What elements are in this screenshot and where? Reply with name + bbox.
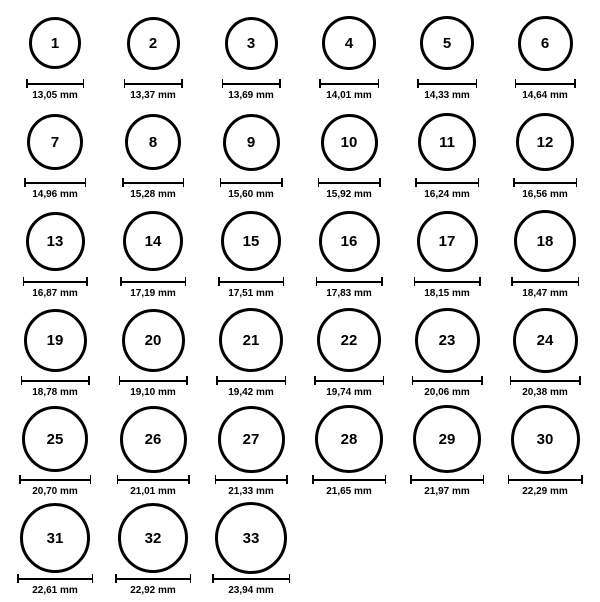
measure-tick-right: [181, 79, 183, 88]
measure-line: [115, 578, 191, 580]
measure-line: [316, 281, 383, 283]
ring-outline-wrapper: [225, 8, 278, 78]
ring-outline-wrapper: [223, 107, 280, 177]
ring-size-number: 6: [540, 34, 550, 52]
ring-size-number: 15: [242, 232, 260, 250]
ring-size-number: 2: [148, 34, 158, 52]
ring-outline-wrapper: [22, 404, 88, 474]
ring-size-number: 26: [144, 430, 162, 448]
ring-diameter-label: 17,83 mm: [326, 288, 372, 299]
ring-size-cell: [6, 8, 104, 107]
measure-tick-left: [117, 475, 119, 484]
ring-outline-wrapper: [518, 8, 573, 78]
ring-size-number: 9: [246, 133, 256, 151]
measure-line: [417, 83, 477, 85]
ring-size-cell: [104, 206, 202, 305]
ring-circle-icon: [221, 211, 281, 271]
diameter-measure-bar: [215, 475, 288, 484]
ring-outline-wrapper: [24, 305, 87, 375]
ring-size-cell: [202, 404, 300, 503]
ring-circle-icon: [219, 308, 283, 372]
ring-circle-icon: [319, 211, 380, 272]
ring-circle-icon: [514, 210, 576, 272]
ring-size-number: 27: [242, 430, 260, 448]
ring-size-cell: [300, 305, 398, 404]
measure-line: [412, 380, 483, 382]
measure-tick-left: [410, 475, 412, 484]
ring-size-cell: [300, 107, 398, 206]
ring-size-cell: [6, 404, 104, 503]
diameter-measure-bar: [312, 475, 386, 484]
ring-size-number: 3: [246, 34, 256, 52]
ring-size-number: 20: [144, 331, 162, 349]
ring-diameter-label: 13,05 mm: [32, 90, 78, 101]
measure-line: [124, 83, 183, 85]
ring-circle-icon: [218, 406, 285, 473]
ring-size-cell: [202, 503, 300, 602]
ring-circle-icon: [513, 308, 578, 373]
ring-outline-wrapper: [418, 107, 476, 177]
measure-tick-left: [222, 79, 224, 88]
ring-size-number: 25: [46, 430, 64, 448]
measure-tick-left: [212, 574, 214, 583]
ring-outline-wrapper: [20, 503, 90, 573]
measure-line: [24, 182, 86, 184]
measure-tick-left: [319, 79, 321, 88]
diameter-measure-bar: [511, 277, 579, 286]
ring-size-number: 24: [536, 331, 554, 349]
ring-size-cell: [496, 404, 594, 503]
measure-line: [218, 281, 284, 283]
ring-size-number: 28: [340, 430, 358, 448]
ring-outline-wrapper: [29, 8, 81, 78]
ring-outline-wrapper: [122, 305, 185, 375]
measure-line: [410, 479, 484, 481]
ring-circle-icon: [415, 308, 480, 373]
ring-circle-icon: [322, 16, 376, 70]
ring-circle-icon: [321, 114, 378, 171]
measure-line: [216, 380, 286, 382]
ring-size-cell: [202, 206, 300, 305]
ring-size-cell: [496, 305, 594, 404]
ring-outline-wrapper: [511, 404, 580, 474]
ring-diameter-label: 21,33 mm: [228, 486, 274, 497]
ring-circle-icon: [516, 113, 574, 171]
ring-diameter-label: 21,97 mm: [424, 486, 470, 497]
measure-line: [117, 479, 190, 481]
ring-circle-icon: [118, 503, 188, 573]
ring-outline-wrapper: [417, 206, 478, 276]
measure-tick-left: [21, 376, 23, 385]
ring-diameter-label: 17,51 mm: [228, 288, 274, 299]
ring-size-cell: [300, 404, 398, 503]
measure-tick-left: [26, 79, 28, 88]
ring-circle-icon: [315, 405, 383, 473]
ring-circle-icon: [24, 309, 87, 372]
ring-size-number: 12: [536, 133, 554, 151]
measure-line: [119, 380, 188, 382]
measure-line: [17, 578, 93, 580]
ring-diameter-label: 21,01 mm: [130, 486, 176, 497]
ring-size-number: 8: [148, 133, 158, 151]
ring-size-number: 21: [242, 331, 260, 349]
measure-line: [415, 182, 479, 184]
measure-tick-left: [314, 376, 316, 385]
ring-size-number: 23: [438, 331, 456, 349]
ring-outline-wrapper: [514, 206, 576, 276]
measure-tick-right: [281, 178, 283, 187]
ring-size-number: 19: [46, 331, 64, 349]
ring-outline-wrapper: [513, 305, 578, 375]
ring-diameter-label: 18,15 mm: [424, 288, 470, 299]
measure-tick-left: [412, 376, 414, 385]
measure-tick-right: [279, 79, 281, 88]
measure-line: [222, 83, 281, 85]
ring-diameter-label: 21,65 mm: [326, 486, 372, 497]
diameter-measure-bar: [23, 277, 88, 286]
ring-size-cell: [104, 503, 202, 602]
measure-tick-right: [92, 574, 94, 583]
measure-line: [220, 182, 283, 184]
ring-diameter-label: 15,92 mm: [326, 189, 372, 200]
ring-size-number: 1: [50, 34, 60, 52]
measure-tick-left: [119, 376, 121, 385]
ring-diameter-label: 16,24 mm: [424, 189, 470, 200]
ring-diameter-label: 16,56 mm: [522, 189, 568, 200]
ring-diameter-label: 15,60 mm: [228, 189, 274, 200]
ring-size-cell: [300, 8, 398, 107]
ring-size-number: 14: [144, 232, 162, 250]
diameter-measure-bar: [222, 79, 281, 88]
measure-tick-right: [578, 277, 580, 286]
ring-circle-icon: [511, 405, 580, 474]
ring-size-number: 11: [439, 133, 455, 151]
ring-size-cell: [6, 503, 104, 602]
diameter-measure-bar: [314, 376, 384, 385]
diameter-measure-bar: [417, 79, 477, 88]
diameter-measure-bar: [19, 475, 91, 484]
ring-outline-wrapper: [123, 206, 183, 276]
measure-line: [21, 380, 90, 382]
ring-outline-wrapper: [319, 206, 380, 276]
ring-size-cell: [202, 305, 300, 404]
ring-circle-icon: [420, 16, 474, 70]
ring-circle-icon: [125, 114, 181, 170]
ring-size-number: 10: [340, 133, 358, 151]
ring-outline-wrapper: [118, 503, 188, 573]
measure-tick-left: [417, 79, 419, 88]
diameter-measure-bar: [415, 178, 479, 187]
measure-tick-right: [581, 475, 583, 484]
measure-tick-right: [483, 475, 485, 484]
ring-size-number: 30: [536, 430, 554, 448]
ring-size-number: 29: [438, 430, 456, 448]
measure-tick-right: [90, 475, 92, 484]
diameter-measure-bar: [119, 376, 188, 385]
measure-tick-right: [481, 376, 483, 385]
ring-size-number: 33: [242, 529, 260, 547]
diameter-measure-bar: [319, 79, 379, 88]
ring-size-number: 17: [438, 232, 456, 250]
ring-size-cell: [398, 8, 496, 107]
ring-circle-icon: [317, 308, 381, 372]
ring-outline-wrapper: [27, 107, 83, 177]
diameter-measure-bar: [412, 376, 483, 385]
measure-tick-right: [183, 178, 185, 187]
diameter-measure-bar: [218, 277, 284, 286]
measure-tick-right: [579, 376, 581, 385]
ring-circle-icon: [20, 503, 90, 573]
ring-diameter-label: 19,42 mm: [228, 387, 274, 398]
ring-size-cell: [398, 206, 496, 305]
measure-tick-right: [478, 178, 480, 187]
ring-circle-icon: [518, 16, 573, 71]
measure-tick-left: [120, 277, 122, 286]
diameter-measure-bar: [122, 178, 184, 187]
diameter-measure-bar: [410, 475, 484, 484]
ring-circle-icon: [418, 113, 476, 171]
ring-diameter-label: 19,74 mm: [326, 387, 372, 398]
measure-line: [511, 281, 579, 283]
diameter-measure-bar: [414, 277, 481, 286]
measure-tick-left: [122, 178, 124, 187]
measure-tick-right: [576, 178, 578, 187]
ring-size-cell: [202, 8, 300, 107]
measure-tick-left: [414, 277, 416, 286]
measure-tick-left: [415, 178, 417, 187]
ring-outline-wrapper: [420, 8, 474, 78]
ring-outline-wrapper: [218, 404, 285, 474]
measure-tick-left: [115, 574, 117, 583]
ring-outline-wrapper: [415, 305, 480, 375]
diameter-measure-bar: [318, 178, 381, 187]
ring-size-cell: [6, 107, 104, 206]
measure-tick-right: [479, 277, 481, 286]
ring-circle-icon: [127, 17, 180, 70]
ring-size-cell: [104, 107, 202, 206]
diameter-measure-bar: [21, 376, 90, 385]
ring-circle-icon: [215, 502, 287, 574]
measure-tick-right: [476, 79, 478, 88]
ring-circle-icon: [225, 17, 278, 70]
ring-diameter-label: 17,19 mm: [130, 288, 176, 299]
ring-outline-wrapper: [221, 206, 281, 276]
ring-diameter-label: 22,61 mm: [32, 585, 78, 596]
ring-circle-icon: [27, 114, 83, 170]
ring-outline-wrapper: [125, 107, 181, 177]
measure-tick-left: [215, 475, 217, 484]
measure-line: [122, 182, 184, 184]
ring-outline-wrapper: [317, 305, 381, 375]
ring-diameter-label: 14,96 mm: [32, 189, 78, 200]
ring-size-number: 18: [536, 232, 554, 250]
ring-diameter-label: 19,10 mm: [130, 387, 176, 398]
measure-tick-right: [379, 178, 381, 187]
ring-diameter-label: 13,37 mm: [130, 90, 176, 101]
ring-outline-wrapper: [26, 206, 85, 276]
ring-size-cell: [6, 206, 104, 305]
ring-outline-wrapper: [322, 8, 376, 78]
measure-line: [314, 380, 384, 382]
measure-line: [312, 479, 386, 481]
ring-size-number: 4: [344, 34, 354, 52]
measure-tick-left: [511, 277, 513, 286]
ring-size-cell: [496, 8, 594, 107]
ring-diameter-label: 22,92 mm: [130, 585, 176, 596]
ring-size-number: 16: [340, 232, 358, 250]
measure-tick-left: [515, 79, 517, 88]
ring-size-cell: [104, 8, 202, 107]
ring-diameter-label: 14,33 mm: [424, 90, 470, 101]
measure-line: [515, 83, 576, 85]
measure-line: [26, 83, 84, 85]
ring-circle-icon: [120, 406, 187, 473]
diameter-measure-bar: [212, 574, 290, 583]
ring-diameter-label: 23,94 mm: [228, 585, 274, 596]
measure-tick-left: [124, 79, 126, 88]
measure-tick-right: [286, 475, 288, 484]
ring-size-cell: [104, 305, 202, 404]
measure-tick-right: [88, 376, 90, 385]
ring-size-number: 32: [144, 529, 162, 547]
measure-tick-left: [312, 475, 314, 484]
measure-tick-left: [513, 178, 515, 187]
ring-diameter-label: 20,38 mm: [522, 387, 568, 398]
measure-tick-right: [285, 376, 287, 385]
measure-tick-left: [218, 277, 220, 286]
measure-line: [508, 479, 583, 481]
ring-circle-icon: [413, 405, 481, 473]
ring-size-number: 13: [46, 232, 64, 250]
measure-tick-right: [86, 277, 88, 286]
ring-diameter-label: 18,78 mm: [32, 387, 78, 398]
ring-diameter-label: 22,29 mm: [522, 486, 568, 497]
measure-tick-left: [19, 475, 21, 484]
diameter-measure-bar: [220, 178, 283, 187]
measure-line: [120, 281, 186, 283]
measure-tick-right: [574, 79, 576, 88]
ring-size-cell: [300, 206, 398, 305]
ring-outline-wrapper: [215, 503, 287, 573]
ring-size-cell: [398, 107, 496, 206]
measure-tick-right: [83, 79, 85, 88]
measure-line: [212, 578, 290, 580]
ring-size-cell: [496, 107, 594, 206]
ring-circle-icon: [417, 211, 478, 272]
diameter-measure-bar: [216, 376, 286, 385]
ring-size-cell: [398, 305, 496, 404]
diameter-measure-bar: [115, 574, 191, 583]
ring-size-cell: [496, 206, 594, 305]
ring-outline-wrapper: [321, 107, 378, 177]
ring-outline-wrapper: [315, 404, 383, 474]
measure-tick-right: [185, 277, 187, 286]
ring-circle-icon: [22, 406, 88, 472]
ring-diameter-label: 15,28 mm: [130, 189, 176, 200]
diameter-measure-bar: [117, 475, 190, 484]
measure-tick-left: [17, 574, 19, 583]
ring-outline-wrapper: [219, 305, 283, 375]
ring-diameter-label: 13,69 mm: [228, 90, 274, 101]
measure-line: [510, 380, 581, 382]
ring-diameter-label: 18,47 mm: [522, 288, 568, 299]
measure-line: [513, 182, 577, 184]
ring-circle-icon: [223, 114, 280, 171]
ring-diameter-label: 20,06 mm: [424, 387, 470, 398]
measure-tick-right: [378, 79, 380, 88]
diameter-measure-bar: [26, 79, 84, 88]
diameter-measure-bar: [510, 376, 581, 385]
measure-line: [414, 281, 481, 283]
diameter-measure-bar: [513, 178, 577, 187]
diameter-measure-bar: [508, 475, 583, 484]
ring-size-number: 7: [50, 133, 60, 151]
measure-tick-left: [508, 475, 510, 484]
ring-diameter-label: 20,70 mm: [32, 486, 78, 497]
ring-size-cell: [202, 107, 300, 206]
diameter-measure-bar: [124, 79, 183, 88]
ring-size-number: 31: [46, 529, 64, 547]
ring-size-number: 22: [340, 331, 358, 349]
measure-tick-right: [186, 376, 188, 385]
ring-size-grid: [6, 8, 594, 602]
measure-line: [318, 182, 381, 184]
measure-tick-left: [23, 277, 25, 286]
diameter-measure-bar: [24, 178, 86, 187]
measure-tick-left: [318, 178, 320, 187]
ring-diameter-label: 14,64 mm: [522, 90, 568, 101]
ring-outline-wrapper: [413, 404, 481, 474]
ring-size-cell: [6, 305, 104, 404]
measure-tick-left: [220, 178, 222, 187]
measure-tick-right: [385, 475, 387, 484]
measure-tick-left: [316, 277, 318, 286]
measure-tick-right: [188, 475, 190, 484]
ring-outline-wrapper: [127, 8, 180, 78]
ring-circle-icon: [29, 17, 81, 69]
ring-diameter-label: 14,01 mm: [326, 90, 372, 101]
measure-line: [19, 479, 91, 481]
measure-line: [23, 281, 88, 283]
ring-size-cell: [104, 404, 202, 503]
measure-line: [319, 83, 379, 85]
ring-size-cell: [398, 404, 496, 503]
ring-outline-wrapper: [516, 107, 574, 177]
diameter-measure-bar: [515, 79, 576, 88]
diameter-measure-bar: [120, 277, 186, 286]
measure-tick-left: [216, 376, 218, 385]
measure-tick-left: [24, 178, 26, 187]
ring-circle-icon: [26, 212, 85, 271]
measure-tick-right: [289, 574, 291, 583]
diameter-measure-bar: [17, 574, 93, 583]
measure-tick-right: [381, 277, 383, 286]
ring-diameter-label: 16,87 mm: [32, 288, 78, 299]
ring-circle-icon: [122, 309, 185, 372]
ring-size-number: 5: [442, 34, 452, 52]
measure-tick-right: [85, 178, 87, 187]
measure-tick-right: [283, 277, 285, 286]
measure-tick-right: [190, 574, 192, 583]
measure-tick-right: [383, 376, 385, 385]
measure-line: [215, 479, 288, 481]
diameter-measure-bar: [316, 277, 383, 286]
ring-outline-wrapper: [120, 404, 187, 474]
ring-circle-icon: [123, 211, 183, 271]
measure-tick-left: [510, 376, 512, 385]
